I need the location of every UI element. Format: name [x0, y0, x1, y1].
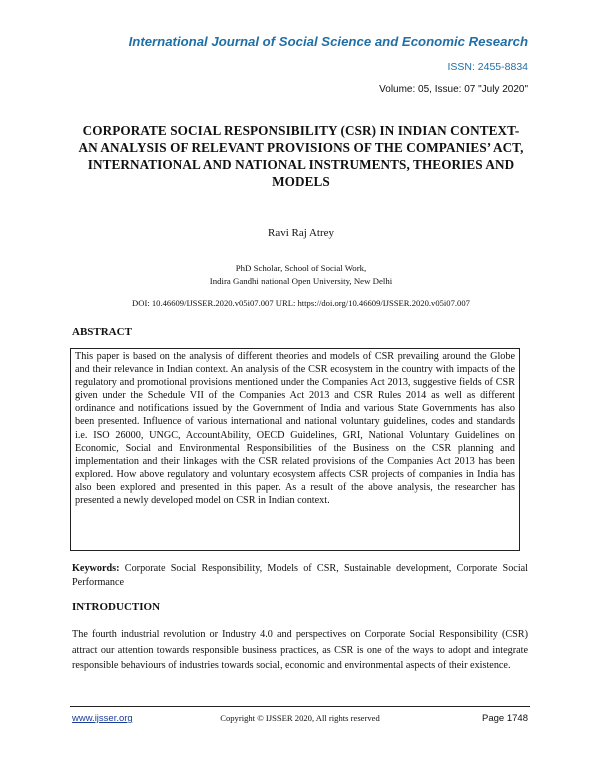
author-name: Ravi Raj Atrey — [268, 227, 334, 239]
doi-line: DOI: 10.46609/IJSSER.2020.v05i07.007 URL: https://doi.org/10.46609/IJSSER.2020.v05i07.007 — [132, 298, 470, 308]
abstract-box — [70, 348, 520, 551]
footer-divider — [70, 706, 530, 707]
journal-name: International Journal of Social Science and Economic Research — [128, 34, 528, 49]
affiliation-line-1: PhD Scholar, School of Social Work, — [235, 263, 367, 273]
author-affiliation — [72, 262, 530, 287]
volume-issue: Volume: 05, Issue: 07 "July 2020" — [379, 84, 528, 95]
keywords-label: Keywords: — [72, 563, 120, 574]
issn: ISSN: 2455-8834 — [447, 61, 528, 73]
abstract-text: This paper is based on the analysis of different theories and models of CSR prevailing around the Globe and their relevance in Indian context. An analysis of the CSR ecosystem in the country with impacts of the regulatory and promotional provisions mentioned under the Companies Act 2013, suggestive fields of CSR given under the Schedule VII of the Companies Act 2013 and CSR Rules 2014 as well as different ordinance and notifications issued by the Government of India and various State Governments has also been presented. Influence of various international and national voluntary guidelines, codes and standards i.e. ISO 26000, UNGC, AccountAbility, OECD Guidelines, GRI, National Voluntary Guidelines on Economic, Social and Environmental Responsibilities of the Business on the CSR planning and implementation and their linkages with the CSR related provisions of the Companies Act 2013 has been explored. How above regulatory and voluntary ecosystem affects CSR projects of companies in India has also been explored and presented in this paper. As a result of the above analysis, the researcher has presented a newly developed model on CSR in Indian context. — [75, 351, 515, 507]
page-number: Page 1748 — [482, 713, 528, 724]
footer-copyright: Copyright © IJSSER 2020, All rights reserved — [220, 713, 380, 723]
introduction-text: The fourth industrial revolution or Industry 4.0 and perspectives on Corporate Social Responsibility (CSR) attract our attention towards responsible business practices, as CSR is one of the ways to adopt and integrate responsible behaviours of industries towards social, economic and environmental aspects of their existence. — [72, 629, 528, 672]
abstract-heading: ABSTRACT — [72, 326, 132, 338]
keywords — [72, 562, 528, 589]
footer-website-link[interactable]: www.ijsser.org — [72, 713, 133, 724]
keywords-text: Corporate Social Responsibility, Models of CSR, Sustainable development, Corporate Social Performance — [72, 563, 528, 588]
introduction-heading: INTRODUCTION — [72, 601, 161, 613]
affiliation-line-2: Indira Gandhi national Open University, New Delhi — [209, 275, 393, 286]
paper-title: CORPORATE SOCIAL RESPONSIBILITY (CSR) IN INDIAN CONTEXT- AN ANALYSIS OF RELEVANT PROVISIONS OF THE COMPANIES’ ACT, INTERNATIONAL AND NATIONAL INSTRUMENTS, THEORIES AND MODELS — [78, 123, 524, 189]
